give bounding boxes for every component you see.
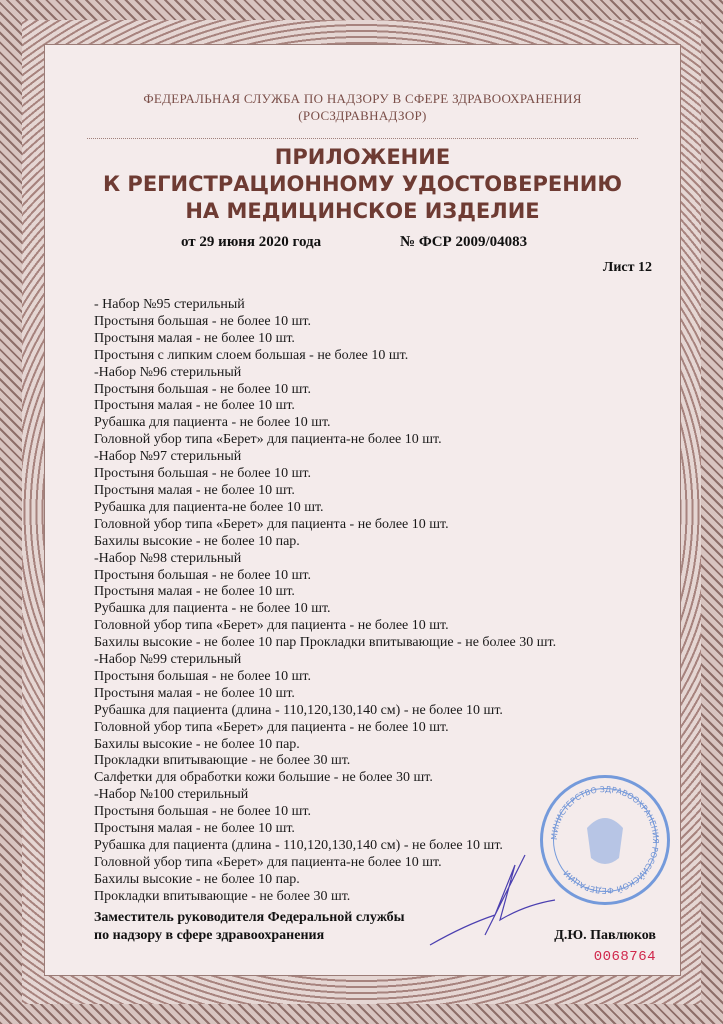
list-item: Простыня малая - не более 10 шт. — [94, 821, 295, 837]
agency-name: ФЕДЕРАЛЬНАЯ СЛУЖБА ПО НАДЗОРУ В СФЕРЕ ЗДРАВООХРАНЕНИЯ — [143, 91, 582, 106]
list-item: - Набор №95 стерильный — [94, 297, 245, 312]
list-item: Головной убор типа «Берет» для пациента-не более 10 шт. — [94, 432, 442, 448]
list-item: Головной убор типа «Берет» для пациента - не более 10 шт. — [94, 719, 449, 735]
list-item: Простыня большая - не более 10 шт. — [94, 466, 311, 482]
list-item: Простыня большая - не более 10 шт. — [94, 567, 311, 583]
list-item: Простыня большая - не более 10 шт. — [94, 381, 311, 397]
list-item: -Набор №99 стерильный — [94, 652, 242, 668]
list-item: Простыня большая - не более 10 шт. — [94, 804, 311, 820]
list-item: Прокладки впитывающие - не более 30 шт. — [94, 888, 351, 904]
list-item: Рубашка для пациента - не более 10 шт. — [94, 415, 331, 431]
list-item: Рубашка для пациента-не более 10 шт. — [94, 499, 324, 515]
signatory-position-line-1: Заместитель руководителя Федеральной службы — [94, 910, 405, 925]
svg-text:МИНИСТЕРСТВО ЗДРАВООХРАНЕНИЯ Р — [550, 785, 660, 896]
list-item: Простыня малая - не более 10 шт. — [94, 398, 295, 414]
stamp-text: МИНИСТЕРСТВО ЗДРАВООХРАНЕНИЯ РОССИЙСКОЙ ФЕДЕРАЦИИ — [549, 784, 661, 896]
list-item: Бахилы высокие - не более 10 пар. — [94, 736, 300, 752]
list-item: Рубашка для пациента - не более 10 шт. — [94, 601, 331, 617]
list-item: Головной убор типа «Берет» для пациента-не более 10 шт. — [94, 854, 442, 870]
list-item: -Набор №97 стерильный — [94, 449, 242, 465]
title-line-1: ПРИЛОЖЕНИЕ — [274, 145, 451, 169]
list-item: Прокладки впитывающие - не более 30 шт. — [94, 753, 351, 769]
list-item: Головной убор типа «Берет» для пациента - не более 10 шт. — [94, 516, 449, 532]
document-date: от 29 июня 2020 года — [181, 234, 322, 250]
list-item: Головной убор типа «Берет» для пациента - не более 10 шт. — [94, 618, 449, 634]
document-number: № ФСР 2009/04083 — [400, 234, 528, 250]
list-item: Рубашка для пациента (длина - 110,120,130,140 см) - не более 10 шт. — [94, 702, 503, 718]
list-item: Бахилы высокие - не более 10 пар Прокладки впитывающие - не более 30 шт. — [94, 635, 557, 651]
list-item: Простыня малая - не более 10 шт. — [94, 330, 295, 346]
list-item: Бахилы высокие - не более 10 пар. — [94, 533, 300, 549]
title-line-2: К РЕГИСТРАЦИОННОМУ УДОСТОВЕРЕНИЮ — [102, 172, 623, 196]
item-list — [94, 297, 556, 906]
list-item: Простыня малая - не более 10 шт. — [94, 584, 295, 600]
list-item: Салфетки для обработки кожи большие - не более 30 шт. — [94, 770, 433, 786]
list-item: Простыня малая - не более 10 шт. — [94, 685, 295, 701]
sheet-number: Лист 12 — [602, 260, 652, 275]
list-item: Простыня с липким слоем большая - не более 10 шт. — [94, 347, 409, 363]
certificate-page — [44, 44, 681, 976]
list-item: Простыня малая - не более 10 шт. — [94, 482, 295, 498]
list-item: Простыня большая - не более 10 шт. — [94, 668, 311, 684]
handwritten-signature — [425, 845, 565, 955]
list-item: Бахилы высокие - не более 10 пар. — [94, 871, 300, 887]
list-item: Простыня большая - не более 10 шт. — [94, 313, 311, 329]
serial-number: 0068764 — [593, 949, 656, 965]
divider — [87, 138, 638, 139]
list-item: -Набор №98 стерильный — [94, 550, 242, 566]
signatory-position-line-2: по надзору в сфере здравоохранения — [94, 928, 325, 943]
agency-short-name: (РОСЗДРАВНАДЗОР) — [298, 108, 427, 123]
list-item: -Набор №100 стерильный — [94, 787, 249, 803]
signatory-name: Д.Ю. Павлюков — [554, 928, 656, 943]
eagle-emblem-icon — [587, 818, 623, 864]
list-item: -Набор №96 стерильный — [94, 364, 242, 380]
list-item: Рубашка для пациента (длина - 110,120,130,140 см) - не более 10 шт. — [94, 838, 503, 853]
title-line-3: НА МЕДИЦИНСКОЕ ИЗДЕЛИЕ — [185, 199, 540, 223]
